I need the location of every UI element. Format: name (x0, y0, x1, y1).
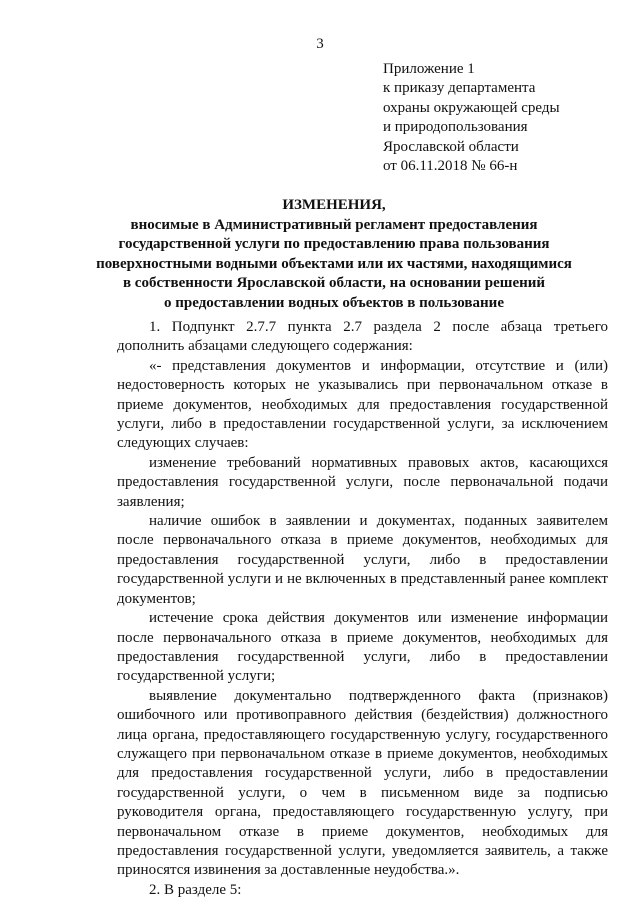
document-title (60, 196, 608, 314)
page-number: 3 (316, 36, 324, 52)
appendix-line: и природопользования (383, 119, 528, 136)
paragraph: наличие ошибок в заявлении и документах, поданных заявителем после первоначального отказа в приеме документов, необходимых для предоставления государственной услуги, либо в предоставлении государственной услуги и не включенных в представленный ранее комплект документов; (117, 513, 608, 607)
title-line: поверхностными водными объектами или их частями, находящимися (96, 255, 572, 272)
paragraph: изменение требований нормативных правовых актов, касающихся предоставления государственной услуги, после первоначальной подачи заявления; (117, 454, 608, 510)
title-heading: ИЗМЕНЕНИЯ, (282, 197, 386, 213)
paragraph: выявление документально подтвержденного факта (признаков) ошибочного или противоправного действия (бездействия) должностного лица органа, предоставляющего государственную услугу, государственного служащего при первоначальном отказе в приеме документов, необходимых для предоставления государственной услуги, либо в предоставлении государственной услуги, о чем в письменном виде за подписью руководителя органа, предоставляющего государственную услугу, при первоначальном отказе в приеме документов, необходимых для предоставления государственной услуги, уведомляется заявитель, а также приносятся извинения за доставленные неудобства.». (117, 687, 608, 879)
title-line: вносимые в Административный регламент предоставления (130, 216, 538, 233)
paragraph: «- представления документов и информации, отсутствие и (или) недостоверность которых не указывались при первоначальном отказе в приеме документов, необходимых для предоставления государственной услуги, либо в предоставлении государственной услуги, за исключением следующих случаев: (117, 357, 608, 452)
appendix-header (383, 60, 623, 176)
appendix-line: к приказу департамента (383, 80, 536, 97)
paragraph: 1. Подпункт 2.7.7 пункта 2.7 раздела 2 после абзаца третьего дополнить абзацами следующего содержания: (117, 319, 608, 355)
appendix-line: охраны окружающей среды (383, 99, 560, 116)
title-line: о предоставлении водных объектов в пользование (164, 294, 504, 311)
paragraph: истечение срока действия документов или изменение информации после первоначального отказа в приеме документов, необходимых для предоставления государственной услуги, либо в предоставлении государственной услуги; (117, 610, 608, 685)
appendix-line: Ярославской области (383, 138, 519, 155)
title-line: в собственности Ярославской области, на основании решений (122, 275, 546, 292)
paragraph: 2. В разделе 5: (149, 881, 242, 898)
appendix-line: от 06.11.2018 № 66-н (383, 158, 518, 175)
document-body (117, 318, 608, 900)
appendix-line: Приложение 1 (383, 61, 475, 77)
title-line: государственной услуги по предоставлению права пользования (118, 236, 550, 253)
